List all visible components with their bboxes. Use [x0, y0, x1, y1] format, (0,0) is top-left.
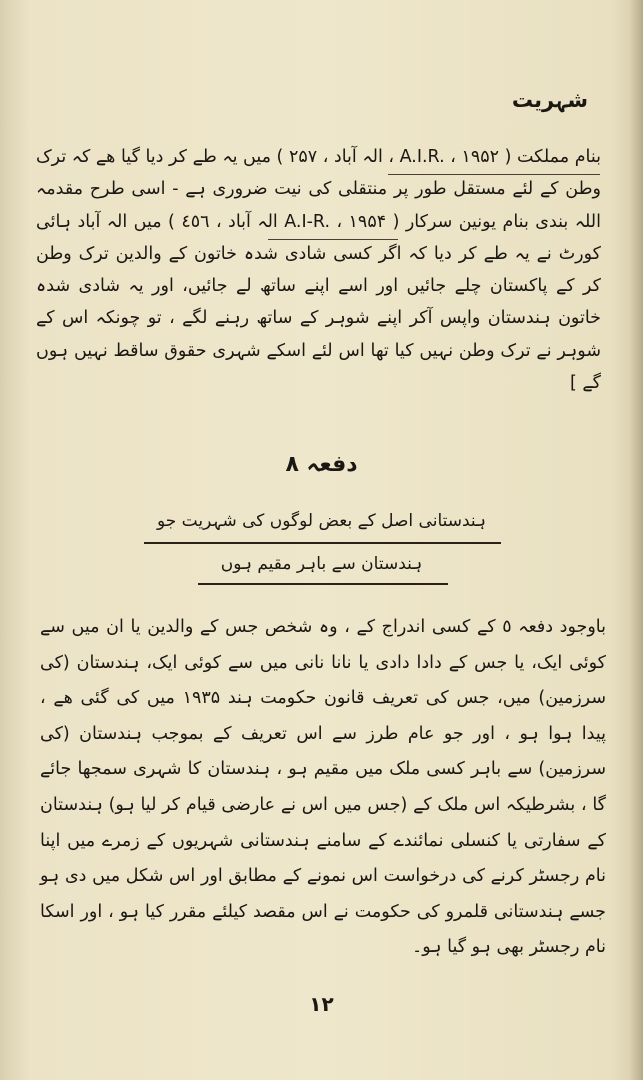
subheading-rule [198, 583, 448, 585]
running-head: شہریت [511, 88, 588, 112]
case-underline [388, 174, 600, 175]
subheading-rule [144, 542, 501, 544]
page-number: ۱۲ [309, 992, 334, 1016]
section-subheading-line-2: ہندستان سے باہر مقیم ہوں [220, 554, 423, 574]
section-subheading-line-1: ہندستانی اصل کے بعض لوگوں کی شہریت جو [156, 511, 487, 531]
case-underline [268, 239, 398, 240]
paragraph-1: بنام مملکت ( A.I.R. ، ۱۹۵۲ ، الہ آباد ، ۲۵۷ ) میں یہ طے کر دیا گیا ھے کہ ترک وطن کے لئے مستقل طور پر منتقلی کی نیت ضروری ہے - اسی طرح مقدمہ اللہ بندی بنام یونین سرکار ( A.I-R. ، ۱۹۵۴ الہ آباد ، ٤٥٦ ) میں الہ آباد ہائی کورٹ نے یہ طے کر دیا کہ اگر کسی شادی شدہ خاتون کے والدین ترک وطن کر کے پاکستان چلے جائیں اور اسے اپنے ساتھ لے جائیں، اور یہ شادی شدہ خاتون ہندستان واپس آکر اپنے شوہر کے ساتھ رہنے لگے ، تو چونکہ اس کے شوہر نے ترک وطن نہیں کیا تھا اس لئے اسکے شہری حقوق ساقط نہیں ہوں گے ] [36, 147, 602, 394]
paragraph-2: باوجود دفعہ ٥ کے کسی اندراج کے ، وہ شخص جس کے والدین یا ان میں سے کوئی ایک، یا جس کے دادا دادی یا نانا نانی میں سے کوئی ایک، ہندستان (کی سرزمین) میں، جس کی تعریف قانون حکومت ہند ۱۹۳۵ میں کی گئی ھے ، پیدا ہوا ہو ، اور جو عام طرز سے اس تعریف کے بموجب ہندستان (کی سرزمین) سے باہر کسی ملک میں مقیم ہو ، ہندستان کا شہری سمجھا جائے گا ، بشرطیکہ اس ملک کے (جس میں اس نے عارضی قیام کر لیا ہو) ہندستان کے سفارتی یا کنسلی نمائندے کے سامنے ہندستانی شہریوں کے زمرے میں اپنا نام رجسٹر کرنے کی درخواست اس نمونے کے مطابق اور اس شکل میں دی ہو جسے ہندستانی قلمرو کی حکومت نے اس مقصد کیلئے مقرر کیا ہو ، اور اسکا نام رجسٹر بھی ہو گیا ہو۔ [40, 617, 606, 958]
section-heading: دفعہ ۸ [285, 452, 358, 477]
